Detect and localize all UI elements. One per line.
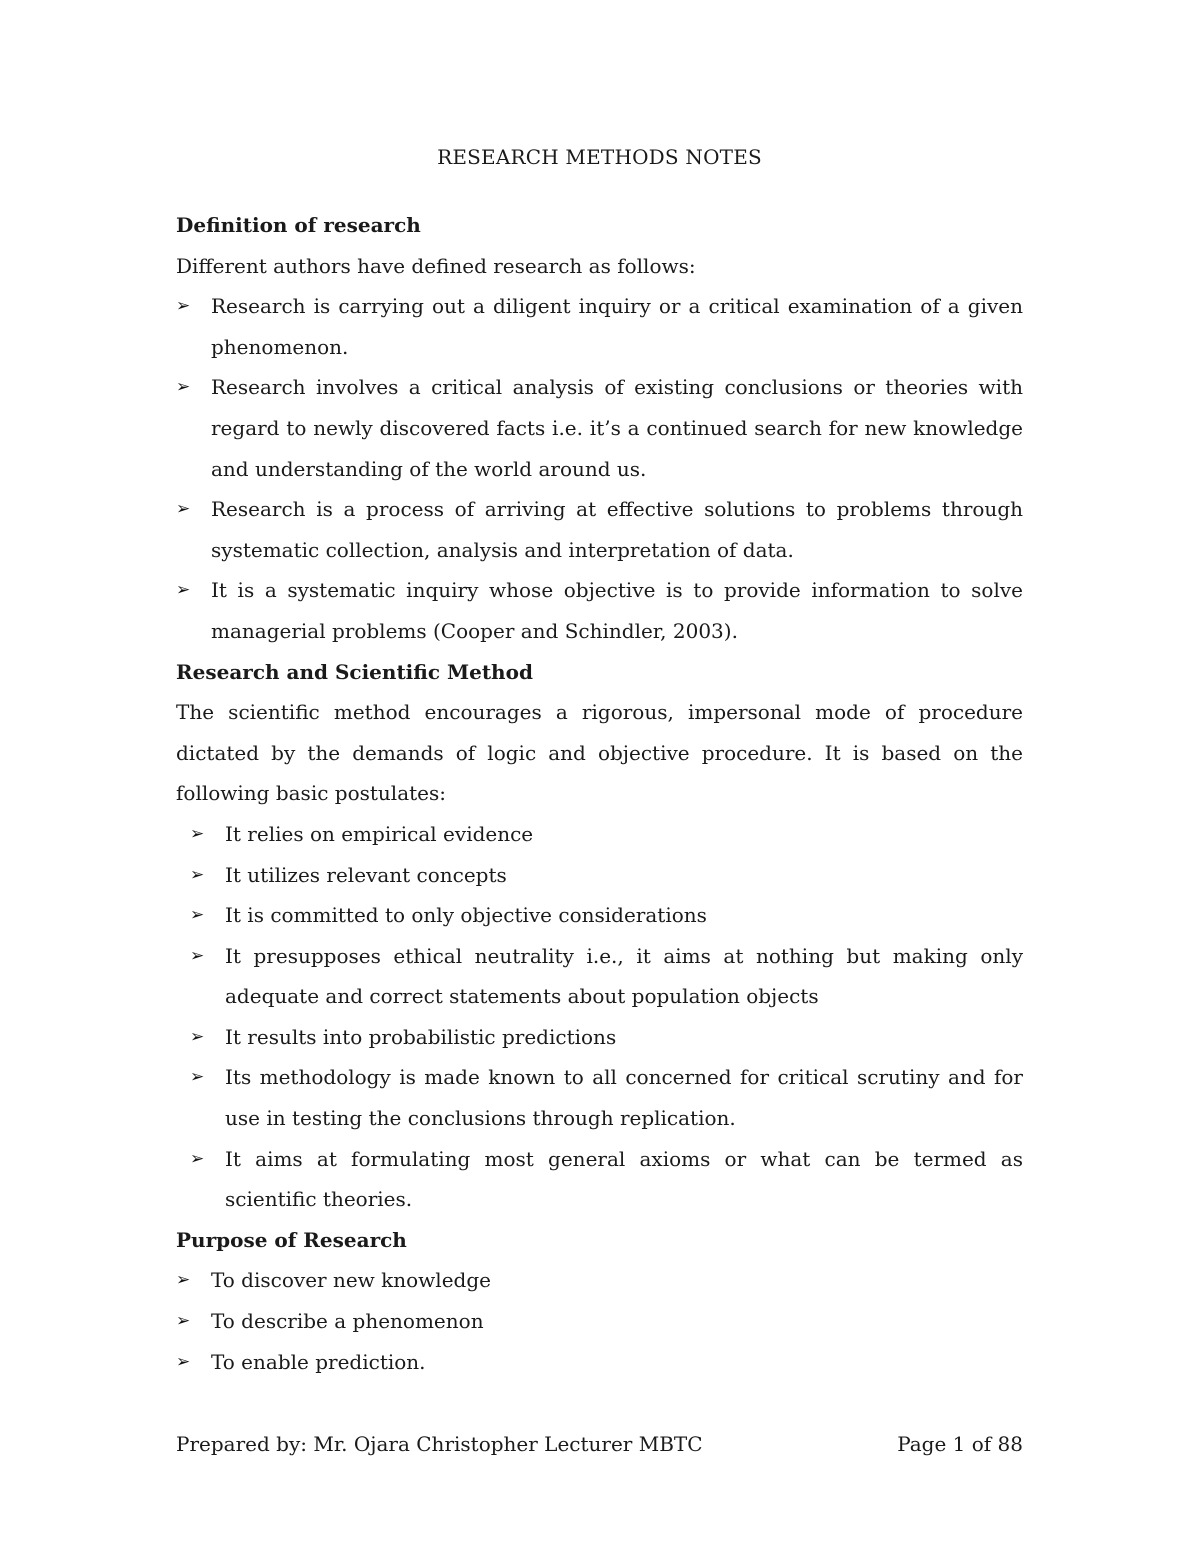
section-purpose bbox=[176, 1220, 1023, 1382]
arrowhead-bullet-icon: ➢ bbox=[190, 1148, 205, 1169]
list-item: ➢ It is committed to only objective considerations bbox=[176, 895, 1023, 936]
arrowhead-bullet-icon: ➢ bbox=[176, 1351, 191, 1372]
arrowhead-bullet-icon: ➢ bbox=[176, 1311, 191, 1332]
arrowhead-bullet-icon: ➢ bbox=[190, 905, 205, 926]
list-item: ➢ It presupposes ethical neutrality i.e., it aims at nothing but making only adequate and correct statements about population objects bbox=[176, 936, 1023, 1017]
list-item: ➢ Research is a process of arriving at effective solutions to problems through systematic collection, analysis and interpretation of data. bbox=[176, 489, 1023, 570]
list-item: ➢ Research involves a critical analysis of existing conclusions or theories with regard to newly discovered facts i.e. it’s a continued search for new knowledge and understanding of the world around us. bbox=[176, 367, 1023, 489]
footer-page-number: Page 1 of 88 bbox=[897, 1432, 1023, 1456]
document-body bbox=[176, 205, 1023, 1382]
purpose-list bbox=[176, 1260, 1023, 1382]
list-item: ➢ It aims at formulating most general axioms or what can be termed as scientific theories. bbox=[176, 1139, 1023, 1220]
arrowhead-bullet-icon: ➢ bbox=[190, 823, 205, 844]
arrowhead-bullet-icon: ➢ bbox=[176, 1270, 191, 1291]
list-item: ➢ It utilizes relevant concepts bbox=[176, 855, 1023, 896]
list-item: ➢ It results into probabilistic predictions bbox=[176, 1017, 1023, 1058]
list-item: ➢ Research is carrying out a diligent inquiry or a critical examination of a given phenomenon. bbox=[176, 286, 1023, 367]
definition-list bbox=[176, 286, 1023, 651]
section-scientific-method bbox=[176, 652, 1023, 1220]
arrowhead-bullet-icon: ➢ bbox=[176, 499, 191, 520]
section-intro: Different authors have defined research as follows: bbox=[176, 253, 696, 278]
list-item: ➢ It is a systematic inquiry whose objective is to provide information to solve managerial problems (Cooper and Schindler, 2003). bbox=[176, 570, 1023, 651]
document-title: RESEARCH METHODS NOTES bbox=[437, 145, 762, 169]
section-heading: Purpose of Research bbox=[176, 1227, 407, 1252]
section-heading: Definition of research bbox=[176, 213, 421, 237]
arrowhead-bullet-icon: ➢ bbox=[190, 945, 205, 966]
list-item: ➢ It relies on empirical evidence bbox=[176, 814, 1023, 855]
arrowhead-bullet-icon: ➢ bbox=[176, 580, 191, 601]
section-heading: Research and Scientific Method bbox=[176, 659, 533, 684]
list-item: ➢ To enable prediction. bbox=[176, 1342, 1023, 1383]
arrowhead-bullet-icon: ➢ bbox=[190, 1067, 205, 1088]
arrowhead-bullet-icon: ➢ bbox=[190, 1026, 205, 1047]
section-intro: The scientific method encourages a rigorous, impersonal mode of procedure dictated by the demands of logic and objective procedure. It is based on the following basic postulates: bbox=[176, 700, 1023, 806]
list-item: ➢ To discover new knowledge bbox=[176, 1260, 1023, 1301]
list-item: ➢ To describe a phenomenon bbox=[176, 1301, 1023, 1342]
list-item: ➢ Its methodology is made known to all concerned for critical scrutiny and for use in testing the conclusions through replication. bbox=[176, 1057, 1023, 1138]
footer-prepared-by: Prepared by: Mr. Ojara Christopher Lecturer MBTC bbox=[176, 1432, 703, 1456]
arrowhead-bullet-icon: ➢ bbox=[176, 377, 191, 398]
arrowhead-bullet-icon: ➢ bbox=[190, 864, 205, 885]
section-definition bbox=[176, 205, 1023, 652]
arrowhead-bullet-icon: ➢ bbox=[176, 296, 191, 317]
postulates-list bbox=[176, 814, 1023, 1220]
